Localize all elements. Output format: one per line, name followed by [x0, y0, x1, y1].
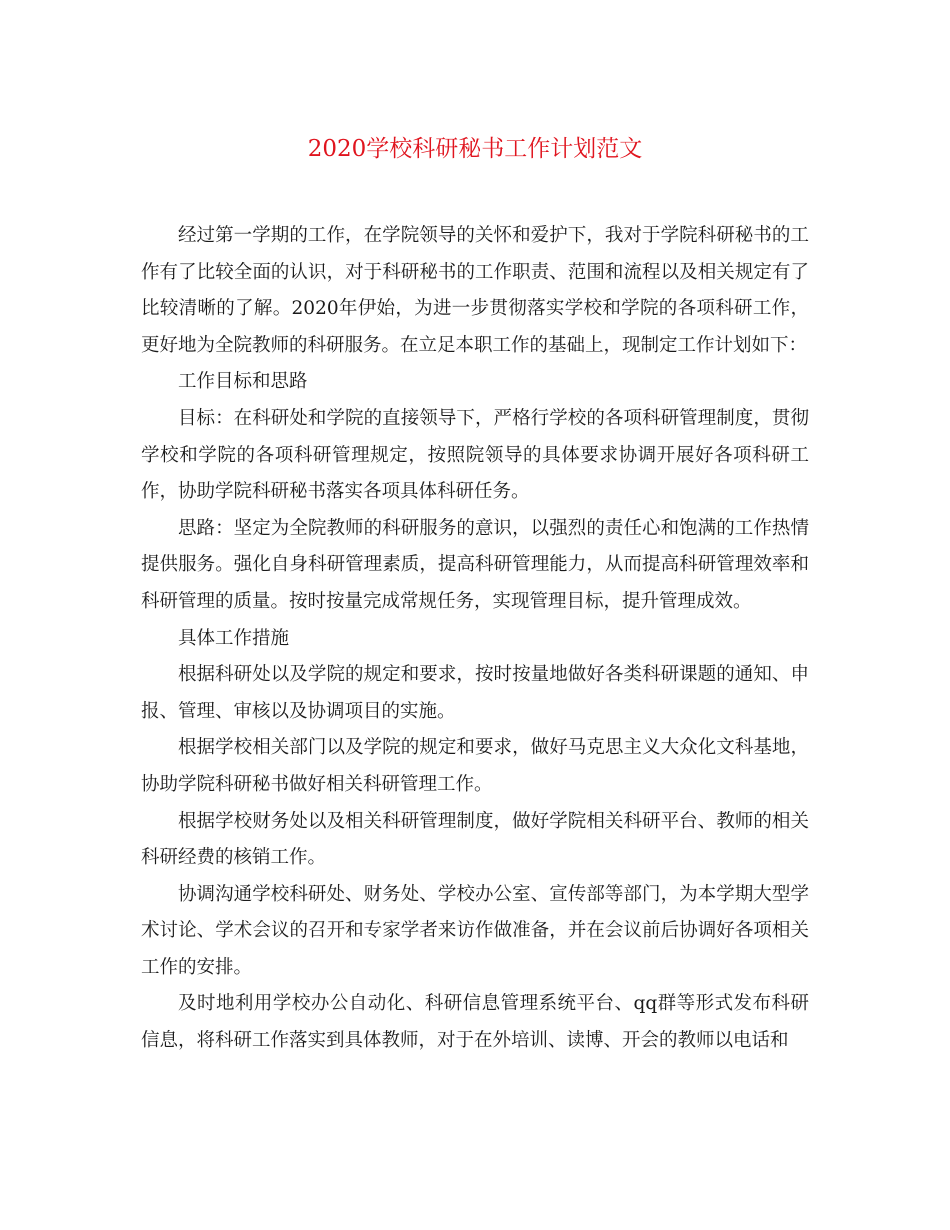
paragraph-measure-2: 根据学校相关部门以及学院的规定和要求，做好马克思主义大众化文科基地，协助学院科研秘书做好相关科研管理工作。 [141, 737, 809, 795]
document-title: 2020学校科研秘书工作计划范文 [307, 136, 643, 162]
paragraph-approach: 思路：坚定为全院教师的科研服务的意识，以强烈的责任心和饱满的工作热情提供服务。强化自身科研管理素质，提高科研管理能力，从而提高科研管理效率和科研管理的质量。按时按量完成常规任务，实现管理目标，提升管理成效。 [141, 517, 809, 612]
paragraph-goal: 目标：在科研处和学院的直接领导下，严格行学校的各项科研管理制度，贯彻学校和学院的各项科研管理规定，按照院领导的具体要求协调开展好各项科研工作，协助学院科研秘书落实各项具体科研任务。 [141, 407, 809, 503]
paragraph-measure-1: 根据科研处以及学院的规定和要求，按时按量地做好各类科研课题的通知、申报、管理、审核以及协调项目的实施。 [141, 664, 809, 722]
section-heading-measures: 具体工作措施 [178, 627, 290, 649]
paragraph-intro: 经过第一学期的工作，在学院领导的关怀和爱护下，我对于学院科研秘书的工作有了比较全面的认识，对于科研秘书的工作职责、范围和流程以及相关规定有了比较清晰的了解。2020年伊始，为进一步贯彻落实学校和学院的各项科研工作，更好地为全院教师的科研服务。在立足本职工作的基础上，现制定工作计划如下： [141, 225, 809, 356]
paragraph-measure-3: 根据学校财务处以及相关科研管理制度，做好学院相关科研平台、教师的相关科研经费的核销工作。 [141, 810, 809, 869]
paragraph-measure-4: 协调沟通学校科研处、财务处、学校办公室、宣传部等部门，为本学期大型学术讨论、学术会议的召开和专家学者来访作做准备，并在会议前后协调好各项相关工作的安排。 [141, 883, 809, 978]
document-body [141, 218, 809, 1060]
paragraph-measure-5: 及时地利用学校办公自动化、科研信息管理系统平台、qq群等形式发布科研信息，将科研工作落实到具体教师，对于在外培训、读博、开会的教师以电话和 [141, 993, 809, 1052]
section-heading-goals: 工作目标和思路 [178, 371, 308, 393]
